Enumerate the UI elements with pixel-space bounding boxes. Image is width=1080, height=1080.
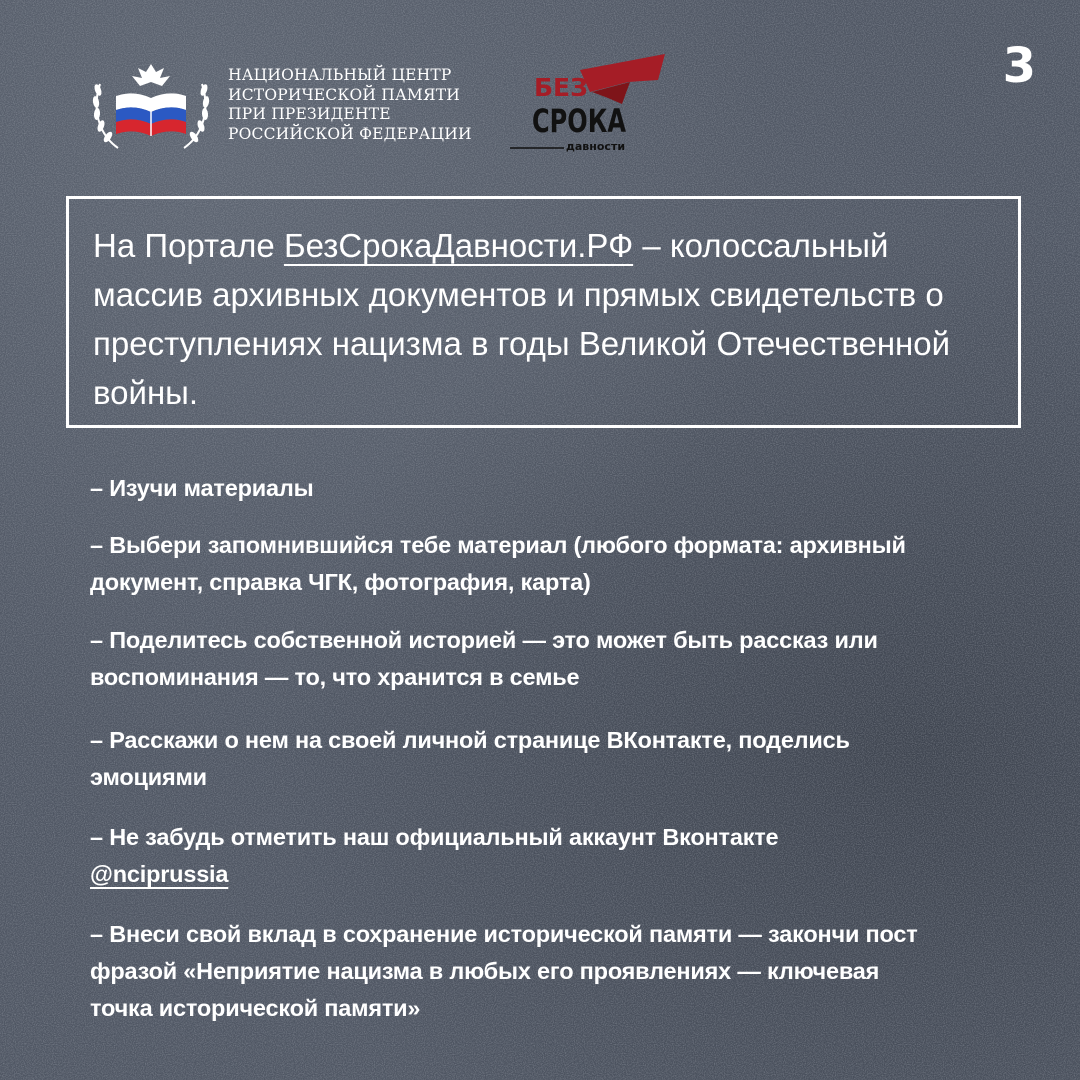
task-item: – Поделитесь собственной историей — это может быть рассказ или воспоминания — то, что хранится в семье	[90, 627, 878, 690]
page-number: 3	[1002, 38, 1036, 94]
task-item-text: – Не забудь отметить наш официальный аккаунт Вконтакте	[90, 824, 779, 850]
logo-word-sroka: СРОКА	[532, 102, 627, 140]
bez-sroka-davnosti-logo	[510, 52, 680, 160]
organization-name-line: ПРИ ПРЕЗИДЕНТЕ	[228, 105, 391, 123]
task-item	[90, 819, 990, 893]
account-handle-link[interactable]: @nciprussia	[90, 861, 229, 887]
ncip-emblem-icon	[88, 56, 214, 158]
intro-text	[93, 221, 1003, 417]
task-item: – Внеси свой вклад в сохранение исторической памяти — закончи пост фразой «Неприятие нацизма в любых его проявлениях — ключевая точка исторической памяти»	[90, 921, 918, 1021]
organization-name-line: РОССИЙСКОЙ ФЕДЕРАЦИИ	[228, 124, 472, 143]
intro-suffix: – колоссальный массив архивных документов и прямых свидетельств о преступлениях нацизма в годы Великой Отечественной войны.	[93, 227, 951, 411]
intro-prefix: На Портале	[93, 227, 284, 264]
task-item: – Изучи материалы	[90, 475, 314, 501]
portal-link[interactable]: БезСрокаДавности.РФ	[283, 227, 634, 264]
organization-name-line: ИСТОРИЧЕСКОЙ ПАМЯТИ	[228, 85, 460, 104]
task-item: – Выбери запомнившийся тебе материал (любого формата: архивный документ, справка ЧГК, фотография, карта)	[90, 532, 906, 595]
intro-box	[66, 196, 1021, 428]
organization-name	[228, 66, 488, 144]
logo-word-davnosti: давности	[566, 140, 626, 153]
organization-name-line: НАЦИОНАЛЬНЫЙ ЦЕНТР	[228, 66, 452, 84]
task-item: – Расскажи о нем на своей личной странице ВКонтакте, поделись эмоциями	[90, 727, 850, 790]
logo-word-bez: БЕЗ	[534, 73, 588, 102]
